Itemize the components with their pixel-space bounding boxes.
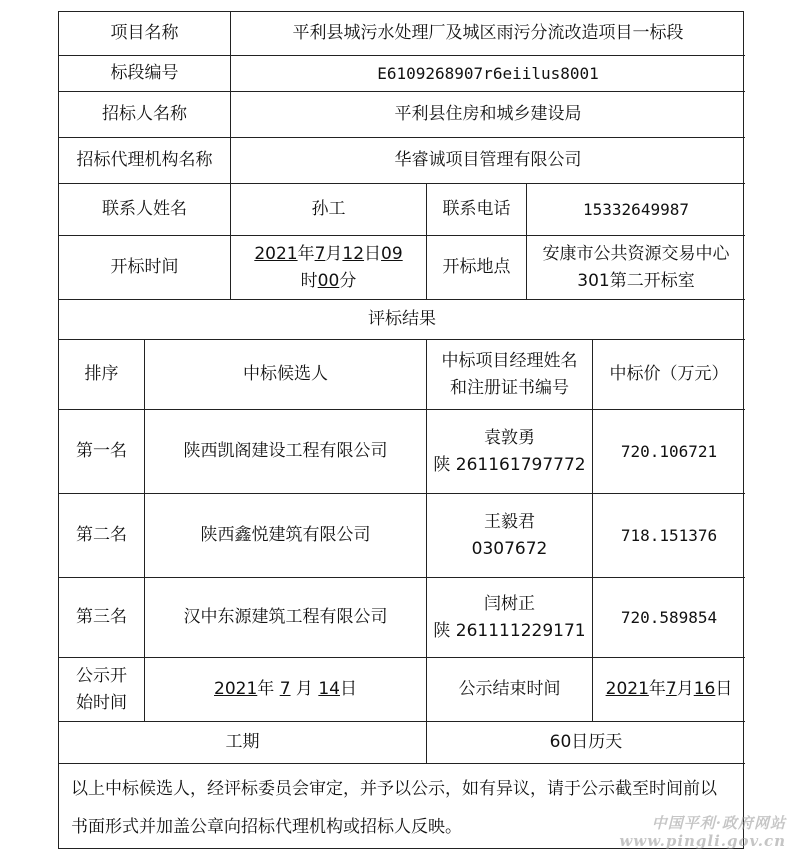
bid-result-table [58,11,744,849]
candidate-manager-name: 王毅君 [484,511,535,532]
candidate-manager-cert: 陕 261161797772 [433,454,586,475]
value-contact-phone: 15332649987 [527,184,745,236]
candidate-manager-cert: 陕 261111229171 [433,620,586,641]
label-publicity-end: 公示结束时间 [427,658,593,722]
text-minute: 分 [339,270,357,291]
label-duration: 工期 [59,722,427,764]
bid-open-time-line [301,268,357,295]
candidate-rank: 第三名 [59,578,145,658]
publicity-end-day: 16 [693,679,716,699]
bid-open-date-line [254,241,402,268]
candidate-manager-cert: 0307672 [471,538,548,559]
candidate-rank: 第二名 [59,494,145,578]
text-month: 月 [295,679,313,699]
value-agency: 华睿诚项目管理有限公司 [231,138,745,184]
value-section-no: E6109268907r6eiilus8001 [231,56,745,92]
label-bid-open-time: 开标时间 [59,236,231,300]
candidate-manager-name: 闫树正 [484,593,535,614]
candidate-manager [427,578,593,658]
candidate-manager-name: 袁敦勇 [484,427,535,448]
candidate-price: 718.151376 [593,494,745,578]
value-duration: 60日历天 [427,722,745,764]
publicity-note: 以上中标候选人，经评标委员会审定，并予以公示，如有异议，请于公示截至时间前以书面形式并加盖公章向招标代理机构或招标人反映。 [71,779,717,837]
value-project-name: 平利县城污水处理厂及城区雨污分流改造项目一标段 [231,12,745,56]
label-contact-phone: 联系电话 [427,184,527,236]
publicity-start-month: 7 [279,679,291,699]
watermark-line1: 中国平利·政府网站 [651,814,786,832]
text-month: 月 [676,679,694,699]
value-publicity-start [145,658,427,722]
value-publicity-end [593,658,745,722]
publicity-end-year: 2021 [605,679,649,699]
candidate-company: 陕西鑫悦建筑有限公司 [145,494,427,578]
header-manager-line1: 中标项目经理姓名 [441,350,578,371]
bid-open-place-line2: 301第二开标室 [577,270,695,291]
result-title: 评标结果 [59,300,745,340]
label-agency: 招标代理机构名称 [59,138,231,184]
header-manager [427,340,593,410]
text-day: 日 [339,679,357,699]
text-year: 年 [297,243,315,264]
text-month: 月 [325,243,343,264]
value-contact-name: 孙工 [231,184,427,236]
bid-open-year: 2021 [254,243,298,264]
label-contact-name: 联系人姓名 [59,184,231,236]
bid-open-place-line1: 安康市公共资源交易中心 [542,243,730,264]
value-bid-open-place [527,236,745,300]
text-year: 年 [257,679,275,699]
label-section-no: 标段编号 [59,56,231,92]
label-publicity-start-line2: 始时间 [76,692,127,713]
bid-open-hour: 09 [381,243,403,264]
value-tenderer: 平利县住房和城乡建设局 [231,92,745,138]
publicity-start-day: 14 [318,679,340,699]
text-hour: 时 [300,270,318,291]
text-year: 年 [648,679,666,699]
candidate-manager [427,410,593,494]
label-tenderer: 招标人名称 [59,92,231,138]
watermark-line2: www.pingli.gov.cn [619,832,786,850]
label-project-name: 项目名称 [59,12,231,56]
text-day: 日 [364,243,382,264]
label-publicity-start [59,658,145,722]
candidate-company: 汉中东源建筑工程有限公司 [145,578,427,658]
bid-open-minute: 00 [317,270,340,291]
publicity-end-month: 7 [665,679,677,699]
publicity-start-year: 2021 [214,679,258,699]
value-bid-open-time [231,236,427,300]
bid-open-month: 7 [314,243,326,264]
header-manager-line2: 和注册证书编号 [450,377,569,398]
text-day: 日 [715,679,733,699]
candidate-price: 720.589854 [593,578,745,658]
label-publicity-start-line1: 公示开 [76,665,127,686]
label-bid-open-place: 开标地点 [427,236,527,300]
candidate-price: 720.106721 [593,410,745,494]
candidate-company: 陕西凯阁建设工程有限公司 [145,410,427,494]
bid-open-day: 12 [342,243,365,264]
header-price: 中标价（万元） [593,340,745,410]
candidate-rank: 第一名 [59,410,145,494]
header-rank: 排序 [59,340,145,410]
candidate-manager [427,494,593,578]
header-candidate: 中标候选人 [145,340,427,410]
